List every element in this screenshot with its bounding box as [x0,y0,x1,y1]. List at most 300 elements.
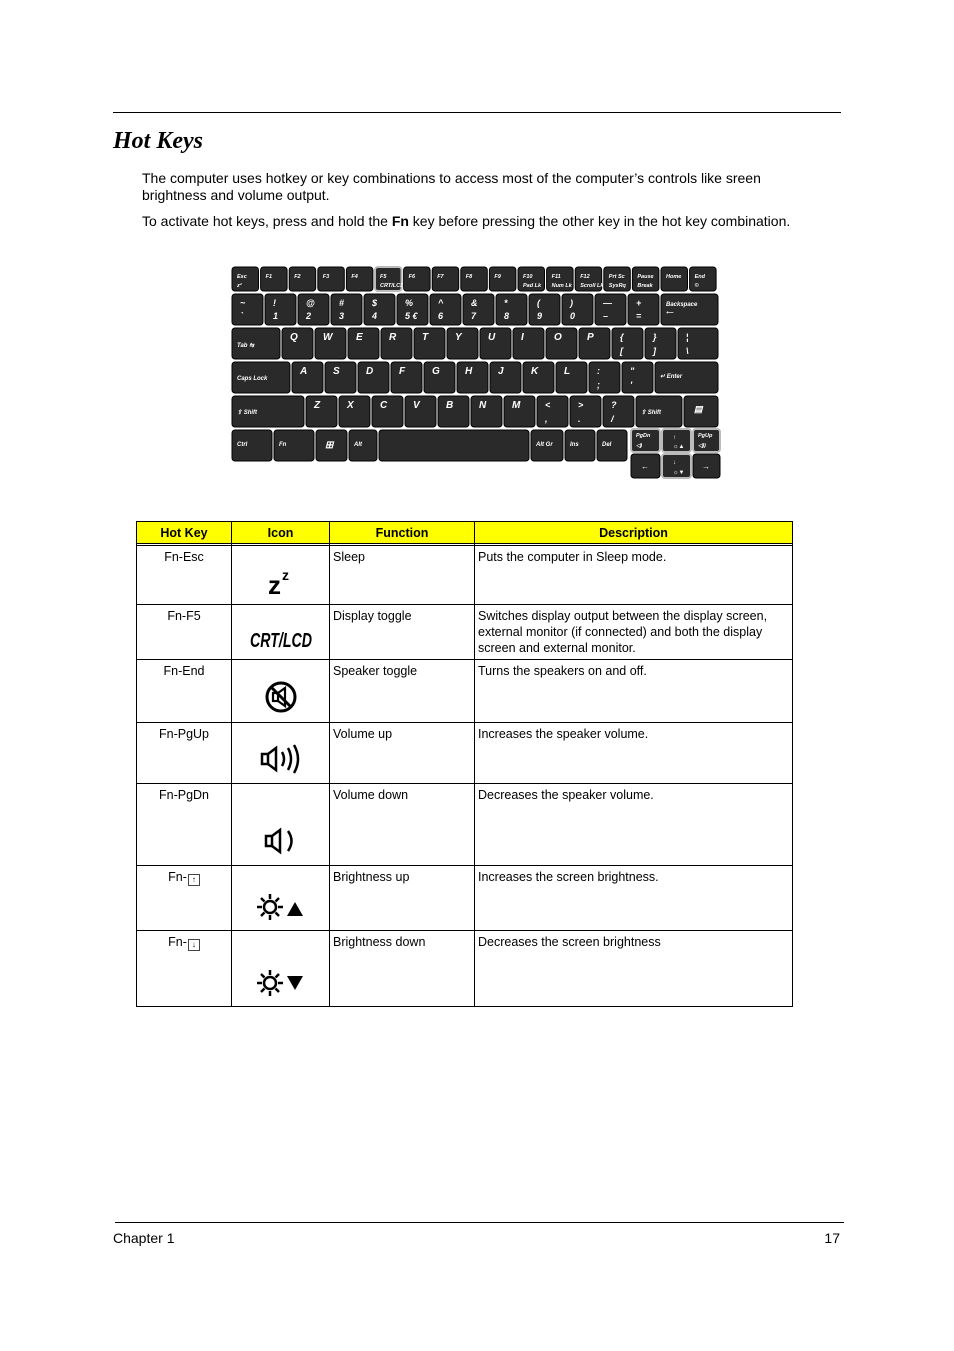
key-pgdn [631,429,660,452]
key-num-7-cap [463,294,494,325]
key-n-label: N [479,400,487,411]
key-ins [565,430,595,461]
key-zpunct-0-label: , [545,414,548,424]
key-zpunct-1-label: > [578,400,584,410]
key-f11-label: Num Lk [551,283,572,289]
key-a [292,362,323,393]
key-f12 [575,267,604,291]
icon-cell [232,723,330,784]
key-bracket-2-cap [678,328,718,359]
speaker-mute-icon [264,680,298,714]
key-punct-0-cap [589,362,620,393]
key-arrow-left [631,454,660,478]
key-bracket-1-label: } [653,332,657,342]
key-num-4-cap [364,294,395,325]
key-v-cap [405,396,436,427]
key-y-label: Y [455,332,462,343]
hotkey-cell: Fn-Esc [137,546,232,605]
key-f10 [518,267,545,291]
key-pause-label: Break [637,283,653,289]
key-f11-label: F11 [551,274,561,280]
key-i [513,328,544,359]
key-d [358,362,389,393]
key-g [424,362,455,393]
key-x-label: X [347,400,354,411]
key-f7-cap [432,267,459,291]
key-d-cap [358,362,389,393]
key-num-9-cap [529,294,560,325]
key-end [690,267,717,291]
key-w [315,328,346,359]
keyboard-keys [232,267,720,478]
key-enter-label: ↵ Enter [660,374,683,380]
key-zpunct-1-label: . [578,414,581,424]
key-f2-label: F2 [294,274,301,280]
key-b [438,396,469,427]
key-bracket-2 [678,328,718,359]
key-zpunct-0-label: < [545,400,551,410]
key-c-cap [372,396,403,427]
key-num-1-cap [265,294,296,325]
arrow-up-key-icon: ↑ [188,874,200,886]
icon-cell [232,546,330,605]
header-function: Function [330,522,475,544]
key-zpunct-1-cap [570,396,601,427]
key-num-9-label: 9 [537,311,543,321]
key-num-1-label: ! [273,298,276,308]
key-z-label: Z [314,400,321,411]
footer-page-number: 17 [824,1230,840,1246]
key-arrow-right [693,454,720,478]
key-fn [274,430,314,461]
key-f3-cap [318,267,345,291]
key-num-0-label: ~ [240,298,246,308]
hotkey-cell: Fn-F5 [137,605,232,660]
key-num-0-label: ` [240,311,243,321]
key-num-4 [364,294,395,325]
key-e-label: E [356,332,363,343]
key-num-3-label: 3 [339,311,345,321]
key-menu [684,396,718,427]
key-caps-lock [232,362,290,393]
hotkey-text: Fn- [168,870,187,884]
key-zpunct-1 [570,396,601,427]
top-rule [113,112,841,113]
svg-text:CRT/LCD: CRT/LCD [249,630,312,652]
key-f [391,362,422,393]
table-row [137,723,793,784]
key-num-10-cap [562,294,593,325]
header-description: Description [475,522,793,544]
key-prt-sc [604,267,631,291]
function-cell: Brightness down [330,931,475,1007]
key-pgdn-label: ◁) [636,443,643,449]
key-pgdn-label: PgDn [636,433,651,439]
key-f6-label: F6 [408,274,416,280]
description-cell: Puts the computer in Sleep mode. [475,546,793,605]
key-i-cap [513,328,544,359]
key-zpunct-2-label: / [611,414,614,424]
crt-lcd-icon [248,625,314,651]
key-g-label: G [432,366,440,377]
key-q-label: Q [290,332,298,343]
key-num-2-label: @ [306,298,315,308]
key-num-7 [463,294,494,325]
key-o-label: O [554,332,562,343]
key-num-8-label: * [504,298,508,308]
key-num-6-cap [430,294,461,325]
key-j [490,362,521,393]
hotkey-cell: Fn-PgUp [137,723,232,784]
key-num-11 [595,294,626,325]
key-f12-label: Scroll Lk [580,283,604,289]
key-k [523,362,554,393]
table-row [137,866,793,931]
sleep-icon [263,566,299,600]
key-v-label: V [413,400,420,411]
key-e-cap [348,328,379,359]
key-punct-0-label: ; [597,380,600,390]
key-f8-label: F8 [465,274,473,280]
key-shift-right-label: ⇧ Shift [641,410,662,416]
key-menu-label: ▤ [694,404,703,414]
key-f9-cap [489,267,516,291]
key-bracket-0 [612,328,643,359]
key-num-9-label: ( [537,298,540,308]
key-num-2-label: 2 [306,311,312,321]
key-end-label: End [694,274,705,280]
key-num-6-label: 6 [438,311,444,321]
key-p-cap [579,328,610,359]
key-r-cap [381,328,412,359]
key-punct-0 [589,362,620,393]
key-arrow-down [662,454,691,478]
brightness-up-icon [256,892,306,922]
key-f12-label: F12 [580,274,590,280]
key-j-label: J [498,366,504,377]
key-num-4-label: $ [372,298,378,308]
key-f5-label: CRT/LCD [380,283,405,289]
key-h-label: H [465,366,473,377]
key-num-8 [496,294,527,325]
key-bracket-1-cap [645,328,676,359]
key-h-cap [457,362,488,393]
key-arrow-up-label: ↑ [673,435,676,441]
key-m [504,396,535,427]
key-f1 [261,267,288,291]
key-f4-label: F4 [351,274,358,280]
function-cell: Brightness up [330,866,475,931]
key-backspace-label: Backspace [666,302,698,308]
key-zpunct-0 [537,396,568,427]
page-title: Hot Keys [113,128,203,154]
table-row [137,605,793,660]
key-num-1 [265,294,296,325]
table-row [137,660,793,723]
key-bracket-1-label: ] [653,346,656,356]
key-p-label: P [587,332,594,343]
function-cell: Display toggle [330,605,475,660]
key-k-label: K [531,366,539,377]
key-f3 [318,267,345,291]
key-num-0 [232,294,263,325]
key-c [372,396,403,427]
key-q [282,328,313,359]
key-f4-cap [346,267,373,291]
table-header-row [137,522,793,544]
key-f-label: F [399,366,406,377]
key-s [325,362,356,393]
key-pause [632,267,659,291]
header-hot-key: Hot Key [137,522,232,544]
key-arrow-down-label: ↓ [673,460,676,466]
key-num-6-label: ^ [438,298,444,308]
key-f4 [346,267,373,291]
key-arrow-down-label: ☼▼ [673,470,685,476]
key-bracket-2-label: \ [686,346,689,356]
key-enter [655,362,718,393]
key-z [306,396,337,427]
hotkey-cell: Fn-End [137,660,232,723]
svg-text:z: z [281,567,289,583]
key-num-12-cap [628,294,659,325]
key-e [348,328,379,359]
key-n-cap [471,396,502,427]
key-num-8-label: 8 [504,311,510,321]
description-cell: Increases the screen brightness. [475,866,793,931]
key-r [381,328,412,359]
key-t-cap [414,328,445,359]
key-f11 [547,267,574,291]
key-l-cap [556,362,587,393]
key-zpunct-2-cap [603,396,634,427]
key-a-label: A [300,366,308,377]
key-num-0-cap [232,294,263,325]
key-ins-label: Ins [570,442,579,448]
key-arrow-left-label: ← [641,462,649,471]
key-f6-cap [404,267,431,291]
key-f1-cap [261,267,288,291]
key-a-cap [292,362,323,393]
icon-cell [232,931,330,1007]
key-u-label: U [488,332,496,343]
key-bracket-0-label: { [620,332,624,342]
key-num-4-label: 4 [372,311,378,321]
key-arrow-up [662,429,691,452]
para2-post: key before pressing the other key in the hot key combination. [408,213,791,229]
key-p [579,328,610,359]
key-f9-label: F9 [494,274,501,280]
key-f2-cap [289,267,316,291]
key-s-cap [325,362,356,393]
header-icon: Icon [232,522,330,544]
key-f2 [289,267,316,291]
key-l-label: L [564,366,571,377]
key-punct-1-label: " [630,366,635,376]
key-punct-0-label: : [597,366,600,376]
hot-keys-table [136,521,793,1007]
key-shift-left [232,396,304,427]
key-f6 [404,267,431,291]
key-space [379,430,529,461]
key-num-12-label: = [636,311,642,321]
key-num-6 [430,294,461,325]
key-d-label: D [366,366,374,377]
key-alt-label: Alt [354,442,362,448]
table-row [137,931,793,1007]
key-f-cap [391,362,422,393]
key-i-label: I [521,332,524,343]
key-end-label: © [694,283,699,289]
key-home-label: Home [666,274,682,280]
key-zpunct-0-cap [537,396,568,427]
key-num-3-label: # [339,298,345,308]
key-bracket-0-label: [ [620,346,623,356]
key-r-label: R [389,332,397,343]
key-bracket-0-cap [612,328,643,359]
key-space-cap [379,430,529,461]
key-u-cap [480,328,511,359]
key-f8 [461,267,488,291]
key-t-label: T [422,332,429,343]
key-s-label: S [333,366,340,377]
function-cell: Sleep [330,546,475,605]
icon-cell [232,866,330,931]
table-row [137,784,793,866]
key-num-10-label: ) [570,298,573,308]
key-t [414,328,445,359]
key-punct-1-label: ' [630,380,633,390]
key-f5 [375,267,404,291]
key-n [471,396,502,427]
description-cell: Increases the speaker volume. [475,723,793,784]
key-windows [316,430,347,461]
key-prt-sc-label: SysRq [608,283,626,289]
key-ctrl [232,430,272,461]
key-arrow-up-label: ☼▲ [673,444,685,450]
key-c-label: C [380,400,388,411]
key-x-cap [339,396,370,427]
key-num-10-label: 0 [570,311,576,321]
description-cell: Turns the speakers on and off. [475,660,793,723]
key-x [339,396,370,427]
key-num-9 [529,294,560,325]
key-num-12-label: + [636,298,642,308]
key-num-5-label: % [405,298,414,308]
fn-key-name: Fn [391,213,409,229]
key-punct-1-cap [622,362,653,393]
key-num-10 [562,294,593,325]
key-num-11-label: — [603,298,612,308]
key-num-12 [628,294,659,325]
key-num-8-cap [496,294,527,325]
function-cell: Speaker toggle [330,660,475,723]
key-num-5-label: 5 € [405,311,418,321]
key-num-7-label: & [471,298,478,308]
key-h [457,362,488,393]
key-f5-label: F5 [380,274,387,280]
key-del-label: Del [602,442,612,448]
key-num-1-label: 1 [273,311,279,321]
brightness-down-icon [256,968,306,998]
footer-chapter: Chapter 1 [113,1230,175,1246]
key-shift-left-label: ⇧ Shift [237,410,258,416]
key-pgup-label: ◁)) [698,443,706,449]
key-zpunct-2 [603,396,634,427]
key-ctrl-label: Ctrl [237,442,248,448]
key-v [405,396,436,427]
description-cell: Switches display output between the display screen, external monitor (if connected) and both the display screen and external monitor. [475,605,793,660]
key-num-11-label: – [603,311,609,321]
key-prt-sc-label: Prt Sc [608,274,625,280]
key-tab-label: Tab ⇆ [237,343,255,349]
key-num-2 [298,294,329,325]
key-m-label: M [512,400,521,411]
key-shift-right [636,396,682,427]
key-f10-label: Pad Lk [523,283,542,289]
key-pgup-label: PgUp [698,433,713,439]
key-esc-label: Esc [237,274,247,280]
key-fn-label: Fn [279,442,287,448]
key-u [480,328,511,359]
hotkey-cell [137,866,232,931]
function-cell: Volume down [330,784,475,866]
key-num-3-cap [331,294,362,325]
key-bracket-1 [645,328,676,359]
key-zpunct-2-label: ? [611,400,617,410]
footer-rule [115,1222,844,1223]
key-l [556,362,587,393]
key-b-label: B [446,400,454,411]
key-j-cap [490,362,521,393]
description-cell: Decreases the speaker volume. [475,784,793,866]
key-y [447,328,478,359]
key-f7 [432,267,459,291]
key-w-label: W [323,332,333,343]
hotkey-cell: Fn-PgDn [137,784,232,866]
hotkey-text: Fn- [168,935,187,949]
svg-text:z: z [267,570,281,600]
key-caps-lock-label: Caps Lock [237,376,268,382]
key-home [661,267,688,291]
key-esc-label: z² [237,283,242,289]
intro-paragraph: The computer uses hotkey or key combinations to access most of the computer’s controls like sreen brightness and volume output. [142,170,761,203]
key-pgup [693,429,720,452]
key-z-cap [306,396,337,427]
key-f9 [489,267,516,291]
key-pause-label: Pause [637,274,654,280]
key-b-cap [438,396,469,427]
icon-cell [232,605,330,660]
key-num-5 [397,294,428,325]
key-y-cap [447,328,478,359]
key-f10-label: F10 [523,274,533,280]
key-alt [349,430,377,461]
key-f7-label: F7 [437,274,444,280]
arrow-down-key-icon: ↓ [188,939,200,951]
key-f8-cap [461,267,488,291]
key-bracket-2-label: ¦ [686,332,689,342]
key-o [546,328,577,359]
function-cell: Volume up [330,723,475,784]
hotkey-cell [137,931,232,1007]
volume-down-icon [263,825,299,857]
key-windows-label: ⊞ [325,440,334,451]
description-cell: Decreases the screen brightness [475,931,793,1007]
key-backspace-label: ⟵ [666,310,674,316]
table-row [137,546,793,605]
key-arrow-right-label: → [702,462,710,471]
